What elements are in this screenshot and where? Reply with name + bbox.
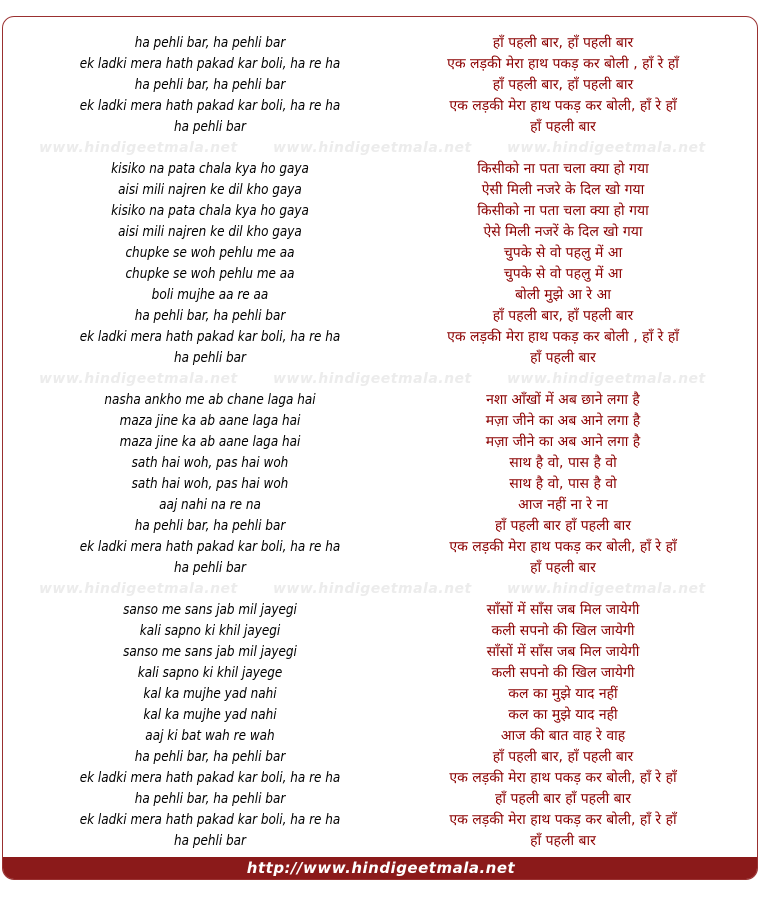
lyric-hindi: बोली मुझे आ रे आ <box>515 287 611 303</box>
lyric-english: aisi mili najren ke dil kho gaya <box>118 224 302 240</box>
lyric-hindi: हाँ पहली बार <box>530 560 596 576</box>
lyric-english: sanso me sans jab mil jayegi <box>123 602 297 618</box>
lyric-hindi: नशा आँखों में अब छाने लगा है <box>486 392 640 408</box>
lyric-hindi: ऐसे मिली नजरें के दिल खो गया <box>483 224 643 240</box>
watermark-text: www.hindigeetmala.net <box>507 140 706 156</box>
lyric-hindi: हाँ पहली बार हाँ पहली बार <box>494 518 632 534</box>
lyric-hindi: मज़ा जीने का अब आने लगा है <box>485 434 641 450</box>
watermark-text: www.hindigeetmala.net <box>507 371 706 387</box>
lyric-hindi: साथ है वो, पास है वो <box>509 476 617 492</box>
watermark-text: www.hindigeetmala.net <box>273 371 472 387</box>
lyric-english: nasha ankho me ab chane laga hai <box>104 392 316 408</box>
lyric-english: aisi mili najren ke dil kho gaya <box>118 182 302 198</box>
lyric-hindi: एक लड़की मेरा हाथ पकड़ कर बोली, हाँ रे हाँ <box>449 812 677 828</box>
lyric-english: sanso me sans jab mil jayegi <box>123 644 297 660</box>
lyric-english: kali sapno ki khil jayegi <box>139 623 281 639</box>
lyric-hindi: एक लड़की मेरा हाथ पकड़ कर बोली , हाँ रे हाँ <box>447 56 679 72</box>
lyric-english: kali sapno ki khil jayege <box>137 665 283 681</box>
watermark-text: www.hindigeetmala.net <box>507 581 706 597</box>
lyric-hindi: चुपके से वो पहलु में आ <box>503 266 623 282</box>
lyric-hindi: हाँ पहली बार <box>530 833 596 849</box>
lyric-hindi: एक लड़की मेरा हाथ पकड़ कर बोली, हाँ रे हाँ <box>449 539 677 555</box>
lyric-english: kal ka mujhe yad nahi <box>143 707 277 723</box>
watermark-text: www.hindigeetmala.net <box>39 140 238 156</box>
lyric-english: ha pehli bar, ha pehli bar <box>134 77 286 93</box>
lyric-hindi: हाँ पहली बार, हाँ पहली बार <box>492 35 634 51</box>
lyric-hindi: हाँ पहली बार हाँ पहली बार <box>494 791 632 807</box>
lyric-english: kisiko na pata chala kya ho gaya <box>111 161 309 177</box>
lyric-hindi: साँसों में साँस जब मिल जायेगी <box>486 644 640 660</box>
lyric-hindi: कली सपनो की खिल जायेगी <box>491 623 635 639</box>
lyric-english: ha pehli bar <box>173 119 246 135</box>
lyric-english: aaj ki bat wah re wah <box>145 728 275 744</box>
lyric-hindi: किसीको ना पता चला क्या हो गया <box>477 203 649 219</box>
lyric-english: kisiko na pata chala kya ho gaya <box>111 203 309 219</box>
lyric-hindi: ऐसी मिली नजरे के दिल खो गया <box>481 182 645 198</box>
lyric-hindi: कल का मुझे याद नहीं <box>508 686 618 702</box>
lyric-hindi: हाँ पहली बार <box>530 119 596 135</box>
lyrics-body <box>3 17 758 859</box>
lyric-hindi: कली सपनो की खिल जायेगी <box>491 665 635 681</box>
watermark-text: www.hindigeetmala.net <box>39 581 238 597</box>
lyric-hindi: किसीको ना पता चला क्या हो गया <box>477 161 649 177</box>
lyric-hindi: मज़ा जीने का अब आने लगा है <box>485 413 641 429</box>
lyric-english: ha pehli bar, ha pehli bar <box>134 308 286 324</box>
footer-url[interactable]: http://www.hindigeetmala.net <box>3 857 758 879</box>
lyric-hindi: हाँ पहली बार <box>530 350 596 366</box>
lyric-english: chupke se woh pehlu me aa <box>125 266 295 282</box>
lyric-english: ha pehli bar <box>173 560 246 576</box>
lyric-english: ha pehli bar <box>173 350 246 366</box>
lyric-english: ek ladki mera hath pakad kar boli, ha re ha <box>79 329 341 345</box>
lyric-english: boli mujhe aa re aa <box>151 287 269 303</box>
watermark-row <box>3 579 758 599</box>
watermark-text: www.hindigeetmala.net <box>39 371 238 387</box>
lyric-english: ha pehli bar, ha pehli bar <box>134 518 286 534</box>
watermark-row <box>3 138 758 158</box>
lyric-hindi: आज नहीं ना रे ना <box>518 497 608 513</box>
lyric-english: ha pehli bar, ha pehli bar <box>134 791 286 807</box>
lyric-english: ek ladki mera hath pakad kar boli, ha re ha <box>79 56 341 72</box>
lyrics-frame <box>2 16 758 880</box>
lyric-hindi: साँसों में साँस जब मिल जायेगी <box>486 602 640 618</box>
lyric-english: ha pehli bar, ha pehli bar <box>134 749 286 765</box>
lyric-english: kal ka mujhe yad nahi <box>143 686 277 702</box>
lyric-hindi: हाँ पहली बार, हाँ पहली बार <box>492 749 634 765</box>
lyric-hindi: एक लड़की मेरा हाथ पकड़ कर बोली, हाँ रे हाँ <box>449 98 677 114</box>
lyric-english: maza jine ka ab aane laga hai <box>119 434 301 450</box>
watermark-row <box>3 369 758 389</box>
lyric-hindi: साथ है वो, पास है वो <box>509 455 617 471</box>
lyric-hindi: आज की बात वाह रे वाह <box>500 728 626 744</box>
lyric-english: maza jine ka ab aane laga hai <box>119 413 301 429</box>
lyric-hindi: हाँ पहली बार, हाँ पहली बार <box>492 77 634 93</box>
lyric-hindi: एक लड़की मेरा हाथ पकड़ कर बोली, हाँ रे हाँ <box>449 770 677 786</box>
lyric-english: ek ladki mera hath pakad kar boli, ha re ha <box>79 539 341 555</box>
lyric-english: ha pehli bar <box>173 833 246 849</box>
lyric-english: ek ladki mera hath pakad kar boli, ha re ha <box>79 98 341 114</box>
lyric-english: ek ladki mera hath pakad kar boli, ha re ha <box>79 812 341 828</box>
lyric-english: ha pehli bar, ha pehli bar <box>134 35 286 51</box>
watermark-text: www.hindigeetmala.net <box>273 140 472 156</box>
lyric-hindi: हाँ पहली बार, हाँ पहली बार <box>492 308 634 324</box>
lyric-english: ek ladki mera hath pakad kar boli, ha re ha <box>79 770 341 786</box>
lyric-english: sath hai woh, pas hai woh <box>131 476 289 492</box>
lyric-hindi: एक लड़की मेरा हाथ पकड़ कर बोली , हाँ रे हाँ <box>447 329 679 345</box>
lyric-english: sath hai woh, pas hai woh <box>131 455 289 471</box>
lyric-english: aaj nahi na re na <box>159 497 261 513</box>
lyric-hindi: चुपके से वो पहलु में आ <box>503 245 623 261</box>
lyric-english: chupke se woh pehlu me aa <box>125 245 295 261</box>
lyric-hindi: कल का मुझे याद नही <box>508 707 618 723</box>
watermark-text: www.hindigeetmala.net <box>273 581 472 597</box>
